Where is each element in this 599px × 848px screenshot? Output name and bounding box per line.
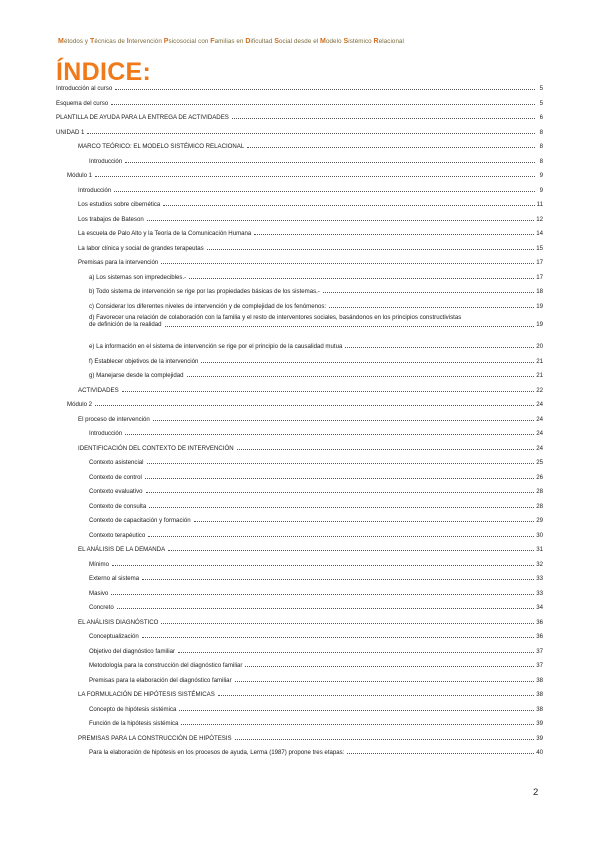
toc-leader-dots [87,133,535,134]
toc-entry[interactable] [56,553,543,568]
toc-page-number: 19 [536,321,543,329]
toc-page-number: 37 [536,647,543,655]
toc-page-number: 22 [536,386,543,394]
toc-entry[interactable] [56,165,543,180]
toc-entry[interactable] [56,350,543,365]
header-word: ocial desde el [278,38,321,45]
toc-leader-dots [194,521,535,522]
toc-entry-text: Módulo 2 [67,401,93,408]
toc-page-number: 18 [536,288,543,295]
toc-page-number: 31 [536,546,543,553]
toc-leader-dots [147,463,535,464]
toc-page-number: 8 [539,143,543,150]
toc-entry-text-continued: de definición de la realidad [89,321,162,329]
toc-entry-text: PREMISAS PARA LA CONSTRUCCIÓN DE HIPÓTESIS [78,734,232,742]
toc-page-number: 39 [536,720,543,727]
header-word: sicosocial con [168,38,211,45]
toc-page-number: 24 [536,444,543,452]
toc-entry-text: Premisas para la intervención [78,259,159,266]
toc-entry-text: Esquema del curso [56,99,109,107]
toc-page-number: 21 [536,372,543,379]
toc-page-number: 36 [536,618,543,626]
toc-entry-text: f) Establecer objetivos de la intervención [89,357,199,365]
toc-entry-text: Contexto evaluativo [89,488,143,495]
toc-entry-text: Concreto [89,604,114,611]
toc-entry-text: Metodología para la construcción del diagnóstico familiar [89,662,243,669]
toc-page-number: 9 [539,186,543,194]
toc-leader-dots [145,478,534,479]
toc-entry[interactable] [56,669,543,684]
toc-entry[interactable] [56,92,543,107]
toc-entry[interactable] [56,223,543,238]
toc-leader-dots [178,652,534,653]
header-capital: T [89,38,95,45]
toc-leader-dots [161,623,534,624]
toc-entry-text: Premisas para la elaboración del diagnóstico familiar [89,676,232,684]
toc-entry[interactable] [56,336,543,351]
toc-entry-text: UNIDAD 1 [56,128,85,136]
toc-entry-text: a) Los sistemas son impredecibles.- [89,273,187,281]
toc-entry[interactable] [56,408,543,423]
toc-page-number: 26 [536,473,543,481]
header-word: écnicas de [94,38,127,45]
toc-entry[interactable] [56,568,543,583]
toc-page-number: 8 [539,157,543,165]
toc-entry[interactable] [56,295,543,310]
header-word: ntervención [128,38,164,45]
toc-entry-text: ACTIVIDADES [78,386,119,394]
toc-entry-text: Concepto de hipótesis sistémica [89,705,177,713]
toc-entry[interactable] [56,379,543,394]
toc-leader-dots [329,307,534,308]
toc-leader-dots [149,507,534,508]
toc-entry[interactable] [56,310,543,336]
toc-leader-dots [323,292,534,293]
toc-entry-text: Mínimo [89,560,109,568]
toc-entry[interactable] [56,510,543,525]
header-word: ificultad [250,38,275,45]
toc-entry-text: Contexto asistencial [89,459,144,466]
toc-entry[interactable] [56,466,543,481]
toc-page-number: 25 [536,459,543,466]
toc-leader-dots [232,118,535,119]
header-capital: F [210,38,215,45]
toc-entry[interactable] [56,611,543,626]
toc-entry[interactable] [56,150,543,165]
toc-entry[interactable] [56,423,543,438]
toc-entry[interactable] [56,713,543,728]
toc-entry-text: Objetivo del diagnóstico familiar [89,647,176,655]
header-capital: D [245,38,251,45]
toc-page-number: 5 [539,85,543,92]
toc-entry-text: Contexto de consulta [89,502,147,510]
toc-entry-text: Introducción [78,186,112,194]
toc-entry[interactable] [56,539,543,554]
toc-page-number: 20 [536,343,543,350]
toc-leader-dots [95,176,535,177]
toc-page-number: 32 [536,560,543,568]
toc-leader-dots [117,608,534,609]
toc-leader-dots [168,550,534,551]
toc-entry[interactable] [56,194,543,209]
header-word: odelo [325,38,344,45]
toc-entry-text: PLANTILLA DE AYUDA PARA LA ENTREGA DE ACTIVIDADES [56,114,229,121]
toc-leader-dots [235,739,535,740]
header-word: istémico [348,38,374,45]
toc-leader-dots [345,347,534,348]
toc-entry-text: La labor clínica y social de grandes terapeutas [78,244,204,252]
toc-leader-dots [347,753,534,754]
toc-page-number: 6 [539,114,543,121]
toc-page-number: 33 [536,575,543,582]
page-title: ÍNDICE: [56,58,152,86]
toc-page-number: 9 [539,172,543,179]
toc-page-number: 14 [536,230,543,237]
toc-entry-text: Contexto de capacitación y formación [89,517,191,524]
toc-leader-dots [153,420,534,421]
toc-entry-text: c) Considerar los diferentes niveles de intervención y de complejidad de los fenómenos: [89,302,327,310]
toc-entry[interactable] [56,452,543,467]
toc-page-number: 11 [536,201,543,208]
toc-page-number: 37 [536,662,543,669]
toc-entry-text: MARCO TEÓRICO: EL MODELO SISTÉMICO RELACIONAL [78,143,245,150]
toc-leader-dots [111,594,534,595]
header-capital: S [274,38,279,45]
toc-entry[interactable] [56,684,543,699]
toc-page-number: 29 [536,517,543,524]
header-word: amilias en [214,38,246,45]
toc-leader-dots [237,449,535,450]
toc-page-number: 40 [536,749,543,756]
toc-entry[interactable] [56,597,543,612]
toc-page-number: 21 [536,357,543,365]
toc-entry-text: Externo al sistema [89,575,140,582]
header-capital: M [320,38,326,45]
toc-page-number: 38 [536,676,543,684]
toc-entry-text: d) Favorecer una relación de colaboración con la familia y el resto de interventores sociales, basándonos en los principios constructivistas [89,313,462,321]
toc-leader-dots [142,637,534,638]
toc-entry-text: El proceso de intervención [78,415,150,423]
toc-leader-dots [247,147,535,148]
toc-page-number: 30 [536,531,543,539]
toc-page-number: 28 [536,502,543,510]
toc-leader-dots [122,391,535,392]
toc-leader-dots [142,579,534,580]
toc-leader-dots [181,724,534,725]
header-capital: M [58,38,64,45]
header-capital: S [343,38,349,45]
toc-entry[interactable] [56,394,543,409]
toc-leader-dots [125,434,534,435]
toc-leader-dots [114,191,535,192]
toc-entry[interactable] [56,495,543,510]
toc-entry-text: Los trabajos de Bateson [78,215,144,223]
toc-page-number: 12 [536,215,543,223]
toc-entry-text: La escuela de Palo Alto y la Teoría de la Comunicación Humana [78,230,252,237]
toc-entry-text: IDENTIFICACIÓN DEL CONTEXTO DE INTERVENCIÓN [78,444,234,452]
toc-leader-dots [111,104,535,105]
toc-entry[interactable] [56,266,543,281]
toc-leader-dots [165,326,535,327]
toc-entry[interactable] [56,626,543,641]
toc-page-number: 17 [536,273,543,281]
toc-entry-text: EL ANÁLISIS DIAGNÓSTICO [78,618,159,626]
toc-entry[interactable] [56,727,543,742]
toc-entry[interactable] [56,252,543,267]
toc-entry[interactable] [56,437,543,452]
toc-leader-dots [146,492,535,493]
toc-entry-text: EL ANÁLISIS DE LA DEMANDA [78,546,166,553]
toc-page-number: 38 [536,705,543,713]
toc-entry-text: g) Manejarse desde la complejidad [89,372,184,379]
toc-page-number: 5 [539,99,543,107]
header-capital: I [126,38,129,45]
toc-entry-text: LA FORMULACIÓN DE HIPÓTESIS SISTÉMICAS [78,691,215,698]
toc-page-number: 28 [536,488,543,495]
toc-entry-text: Contexto de control [89,473,142,481]
toc-leader-dots [179,710,534,711]
toc-leader-dots [115,89,535,90]
toc-leader-dots [189,278,534,279]
toc-leader-dots [147,220,534,221]
toc-entry[interactable] [56,208,543,223]
toc-page-number: 36 [536,633,543,640]
toc-entry-text: Contexto terapéutico [89,531,146,539]
toc-page-number: 17 [536,259,543,266]
toc-entry[interactable] [56,136,543,151]
toc-leader-dots [201,362,534,363]
toc-entry[interactable] [56,107,543,122]
toc-entry[interactable] [56,84,543,92]
toc-page-number: 15 [536,244,543,252]
toc-page-number: 24 [536,415,543,423]
toc-page-number: 33 [536,589,543,597]
toc-entry-text: Introducción [89,430,123,437]
toc-page-number: 19 [536,302,543,310]
toc-entry[interactable] [56,640,543,655]
running-header [58,38,404,45]
toc-leader-dots [254,234,534,235]
toc-page-number: 34 [536,604,543,611]
toc-entry-text: Módulo 1 [67,172,93,179]
toc-entry[interactable] [56,121,543,136]
header-word: étodos y [63,38,90,45]
toc-entry[interactable] [56,179,543,194]
toc-page-number: 8 [539,128,543,136]
toc-entry[interactable] [56,281,543,296]
toc-entry[interactable] [56,655,543,670]
header-capital: P [163,38,169,45]
toc-entry-text: Para la elaboración de hipótesis en los procesos de ayuda, Lerma (1987) propone tres etapas: [89,749,345,756]
toc-leader-dots [187,376,535,377]
toc-entry[interactable] [56,237,543,252]
page-number: 2 [533,787,539,798]
toc-entry[interactable] [56,524,543,539]
table-of-contents [56,84,543,756]
toc-leader-dots [95,405,534,406]
toc-leader-dots [245,666,534,667]
toc-entry-text: Los estudios sobre cibernética [78,201,161,208]
toc-entry-text: b) Todo sistema de intervención se rige por las propiedades básicas de los sistemas.- [89,288,320,295]
toc-entry[interactable] [56,481,543,496]
toc-page-number: 24 [536,401,543,408]
header-capital: R [373,38,379,45]
toc-entry[interactable] [56,582,543,597]
toc-page-number: 38 [536,691,543,698]
toc-entry[interactable] [56,698,543,713]
toc-entry[interactable] [56,742,543,757]
toc-entry-text: Introducción al curso [56,85,113,92]
toc-entry-text: e) La información en el sistema de intervención se rige por el principio de la causalidad mutua [89,343,343,350]
toc-page-number: 24 [536,430,543,437]
toc-leader-dots [161,263,534,264]
toc-leader-dots [148,536,534,537]
toc-page-number: 39 [536,734,543,742]
toc-leader-dots [235,681,535,682]
toc-entry-text: Masivo [89,589,109,597]
toc-leader-dots [218,695,534,696]
header-word: elacional [378,38,405,45]
toc-entry-text: Función de la hipótesis sistémica [89,720,179,727]
toc-leader-dots [207,249,535,250]
toc-leader-dots [112,565,534,566]
toc-entry-text: Conceptualización [89,633,139,640]
toc-leader-dots [125,162,535,163]
toc-entry[interactable] [56,365,543,380]
toc-entry-text: Introducción [89,157,123,165]
toc-leader-dots [163,205,534,206]
